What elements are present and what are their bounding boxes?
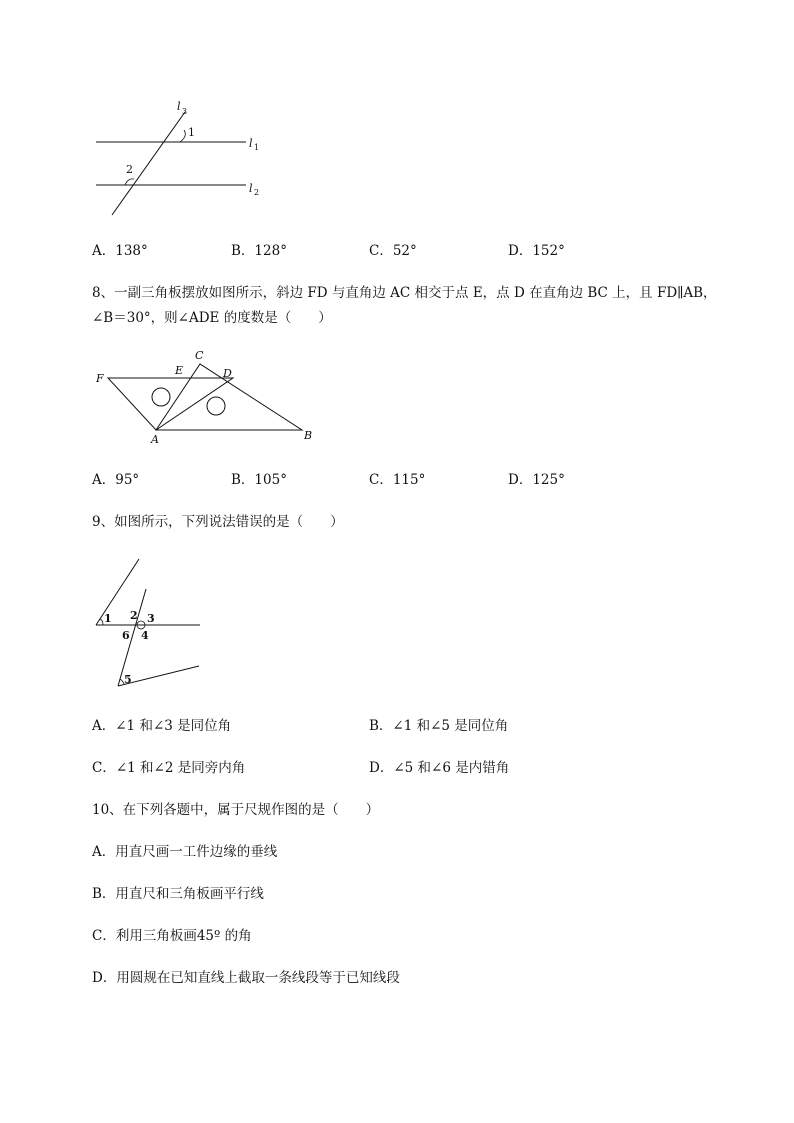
q7-option-c[interactable]: C．52°	[369, 243, 417, 259]
label-angle-1: 1	[104, 612, 112, 625]
q9-option-d[interactable]: D．∠5 和∠6 是内错角	[369, 760, 510, 776]
q8-option-c[interactable]: C．115°	[369, 472, 426, 488]
q8-option-d[interactable]: D．125°	[508, 472, 565, 488]
label-B: B	[304, 429, 313, 442]
q10-option-a[interactable]: A．用直尺画一工件边缘的垂线	[92, 844, 278, 860]
hole-left	[152, 388, 170, 406]
label-angle-3: 3	[147, 612, 155, 625]
label-angle-1: 1	[188, 126, 195, 139]
label-E: E	[175, 364, 184, 377]
angle-2-arc	[125, 179, 134, 185]
label-D: D	[223, 367, 232, 380]
q7-option-d[interactable]: D．152°	[508, 243, 565, 259]
label-angle-4: 4	[141, 629, 149, 642]
q8-stem-line2: ∠B＝30°，则∠ADE 的度数是（ ）	[92, 310, 332, 326]
q9-figure	[90, 556, 206, 692]
q9-option-a[interactable]: A．∠1 和∠3 是同位角	[92, 718, 232, 734]
q10-option-b[interactable]: B．用直尺和三角板画平行线	[92, 886, 264, 902]
q7-option-a[interactable]: A．138°	[92, 243, 148, 259]
label-l2-sub: 2	[254, 188, 260, 197]
q9-stem: 9、如图所示，下列说法错误的是（ ）	[92, 514, 344, 530]
q8-option-b[interactable]: B．105°	[231, 472, 287, 488]
angle-1-arc	[180, 130, 185, 142]
label-l3: l	[177, 100, 181, 113]
label-l1-sub: 1	[254, 143, 260, 152]
q8-stem-line1: 8、一副三角板摆放如图所示，斜边 FD 与直角边 AC 相交于点 E，点 D 在直角边 BC 上，且 FD∥AB，	[92, 285, 717, 301]
q8-option-a[interactable]: A．95°	[92, 472, 140, 488]
label-l3-sub: 3	[182, 107, 188, 116]
q7-figure	[88, 98, 278, 220]
q9-option-b[interactable]: B．∠1 和∠5 是同位角	[369, 718, 509, 734]
angle-1-arc	[100, 619, 103, 625]
q9-option-c[interactable]: C．∠1 和∠2 是同旁内角	[92, 760, 246, 776]
label-angle-2: 2	[126, 163, 133, 176]
q10-option-c[interactable]: C．利用三角板画45º 的角	[92, 928, 252, 944]
q8-figure	[90, 344, 320, 446]
label-F: F	[96, 372, 104, 385]
label-angle-6: 6	[122, 629, 130, 642]
q10-stem: 10、在下列各题中，属于尺规作图的是（ ）	[92, 802, 380, 818]
q10-option-d[interactable]: D．用圆规在已知直线上截取一条线段等于已知线段	[92, 970, 400, 986]
label-A: A	[151, 433, 159, 446]
label-C: C	[195, 349, 204, 362]
label-l1: l	[249, 137, 253, 150]
q7-option-b[interactable]: B．128°	[231, 243, 287, 259]
line-l3	[112, 112, 185, 215]
label-angle-2: 2	[130, 609, 138, 622]
set-square-45	[108, 378, 233, 430]
label-angle-5: 5	[124, 673, 132, 686]
label-l2: l	[249, 182, 253, 195]
hole-right	[207, 397, 225, 415]
